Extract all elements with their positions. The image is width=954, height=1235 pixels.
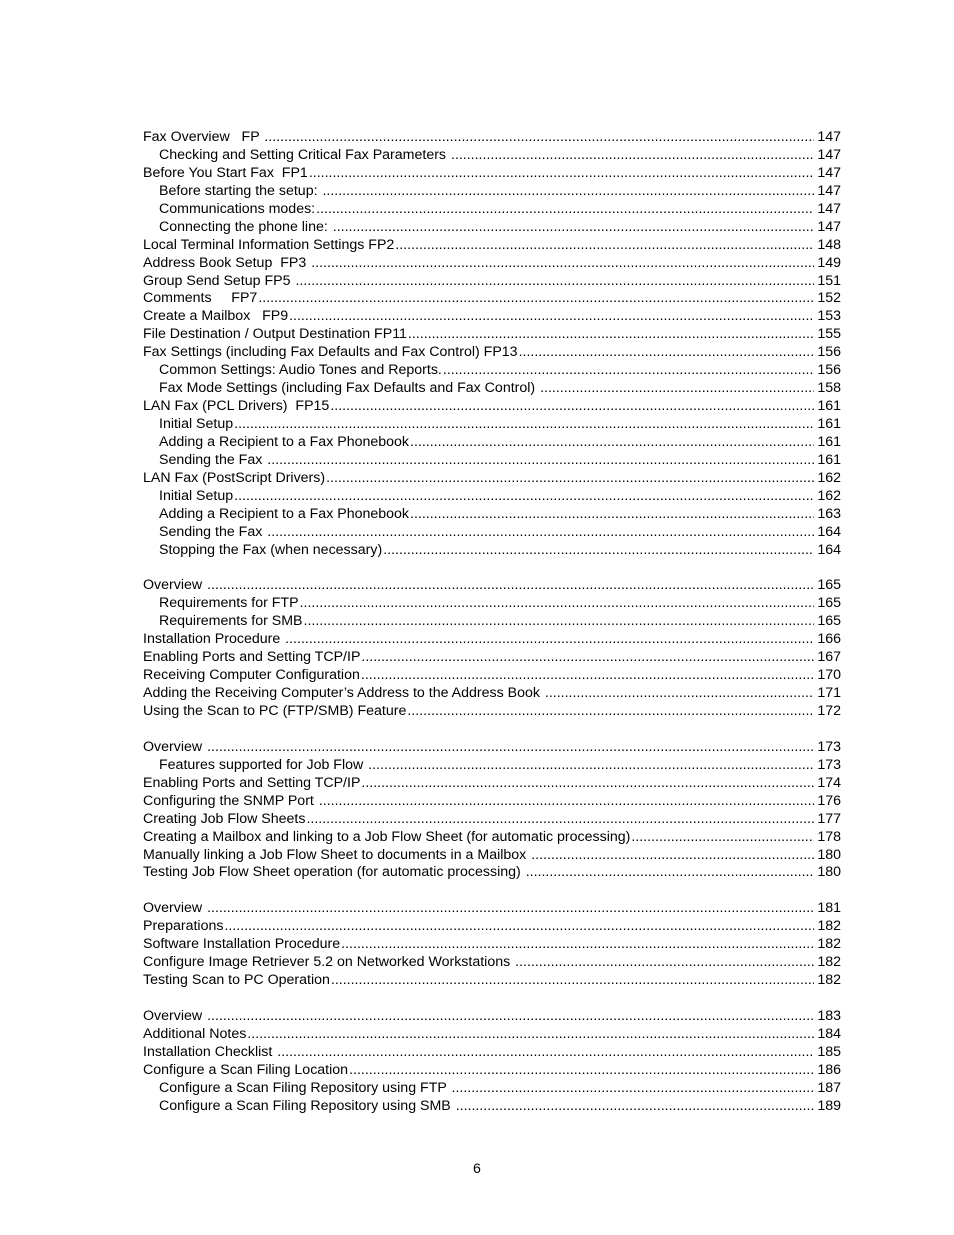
toc-entry[interactable]	[143, 613, 841, 631]
toc-dot-leader	[289, 308, 814, 326]
toc-dot-leader	[395, 237, 814, 255]
toc-entry-page: 161	[817, 398, 841, 415]
toc-dot-leader	[247, 1026, 814, 1044]
toc-entry[interactable]	[143, 434, 841, 452]
toc-entry-page: 170	[817, 667, 841, 684]
toc-entry[interactable]	[143, 398, 841, 416]
toc-dot-leader	[349, 1062, 814, 1080]
toc-entry[interactable]	[143, 1098, 841, 1116]
toc-dot-leader	[545, 685, 814, 703]
toc-entry[interactable]	[143, 524, 841, 542]
toc-entry-title: Overview	[143, 577, 207, 594]
toc-entry-title: Configure a Scan Filing Repository using SMB	[159, 1097, 455, 1114]
toc-entry-title: File Destination / Output Destination FP11	[143, 326, 407, 343]
toc-entry-title: Configure a Scan Filing Location	[143, 1061, 349, 1078]
toc-entry-page: 173	[817, 756, 841, 773]
toc-entry[interactable]	[143, 470, 841, 488]
toc-dot-leader	[341, 936, 814, 954]
toc-entry-page: 174	[817, 774, 841, 791]
toc-entry[interactable]	[143, 147, 841, 165]
toc-entry[interactable]	[143, 506, 841, 524]
toc-spacer	[143, 721, 841, 739]
toc-entry[interactable]	[143, 237, 841, 255]
toc-entry-page: 187	[817, 1079, 841, 1096]
toc-dot-leader	[368, 757, 814, 775]
toc-entry-title: Sending the Fax	[159, 523, 267, 540]
toc-entry[interactable]	[143, 1080, 841, 1098]
toc-entry-title: Installation Checklist	[143, 1043, 277, 1060]
table-of-contents	[143, 129, 841, 1116]
toc-dot-leader	[456, 1098, 814, 1116]
toc-entry[interactable]	[143, 595, 841, 613]
toc-entry[interactable]	[143, 1062, 841, 1080]
toc-entry-page: 161	[817, 433, 841, 450]
toc-entry-title: Enabling Ports and Setting TCP/IP	[143, 649, 361, 666]
toc-dot-leader	[410, 506, 814, 524]
toc-entry-title: Comments FP7	[143, 290, 258, 307]
toc-dot-leader	[224, 918, 814, 936]
toc-entry[interactable]	[143, 954, 841, 972]
toc-entry[interactable]	[143, 380, 841, 398]
toc-entry-page: 147	[817, 146, 841, 163]
toc-entry[interactable]	[143, 631, 841, 649]
toc-entry-page: 182	[817, 954, 841, 971]
toc-entry[interactable]	[143, 1026, 841, 1044]
toc-spacer	[143, 882, 841, 900]
toc-dot-leader	[383, 542, 814, 560]
toc-entry[interactable]	[143, 649, 841, 667]
toc-dot-leader	[311, 255, 814, 273]
toc-dot-leader	[526, 864, 814, 882]
toc-entry[interactable]	[143, 775, 841, 793]
toc-entry-title: Address Book Setup FP3	[143, 254, 311, 271]
toc-entry[interactable]	[143, 344, 841, 362]
toc-entry[interactable]	[143, 255, 841, 273]
toc-dot-leader	[443, 362, 814, 380]
toc-entry-title: Creating Job Flow Sheets	[143, 810, 306, 827]
toc-dot-leader	[326, 470, 814, 488]
toc-dot-leader	[304, 613, 814, 631]
toc-entry[interactable]	[143, 488, 841, 506]
toc-entry-title: Overview	[143, 738, 207, 755]
toc-dot-leader	[452, 1080, 814, 1098]
toc-entry-title: Additional Notes	[143, 1025, 247, 1042]
toc-dot-leader	[306, 811, 814, 829]
toc-dot-leader	[407, 703, 814, 721]
toc-entry-page: 165	[817, 595, 841, 612]
toc-entry[interactable]	[143, 757, 841, 775]
toc-dot-leader	[207, 1008, 814, 1026]
toc-entry[interactable]	[143, 452, 841, 470]
toc-entry[interactable]	[143, 308, 841, 326]
toc-entry[interactable]	[143, 219, 841, 237]
toc-entry[interactable]	[143, 1008, 841, 1026]
toc-entry[interactable]	[143, 793, 841, 811]
toc-dot-leader	[264, 129, 814, 147]
toc-entry-page: 167	[817, 649, 841, 666]
toc-dot-leader	[540, 380, 814, 398]
toc-entry-page: 180	[817, 864, 841, 881]
toc-entry-title: LAN Fax (PostScript Drivers)	[143, 469, 326, 486]
toc-entry-page: 161	[817, 416, 841, 432]
toc-entry-title: Preparations	[143, 918, 224, 935]
toc-entry-title: Before You Start Fax FP1	[143, 164, 308, 181]
toc-entry-page: 178	[817, 828, 841, 845]
toc-entry[interactable]	[143, 201, 841, 219]
toc-spacer	[143, 560, 841, 578]
toc-entry-page: 165	[817, 613, 841, 630]
toc-dot-leader	[408, 326, 814, 344]
toc-dot-leader	[258, 290, 814, 308]
toc-entry-page: 172	[817, 703, 841, 719]
toc-entry-title: Adding a Recipient to a Fax Phonebook	[159, 433, 410, 450]
toc-entry[interactable]	[143, 972, 841, 990]
toc-entry[interactable]	[143, 129, 841, 147]
toc-entry-page: 186	[817, 1061, 841, 1078]
toc-dot-leader	[285, 631, 814, 649]
toc-entry-page: 181	[817, 900, 841, 917]
toc-entry[interactable]	[143, 829, 841, 847]
toc-entry-page: 149	[817, 254, 841, 271]
toc-dot-leader	[309, 165, 814, 183]
toc-entry[interactable]	[143, 864, 841, 882]
toc-dot-leader	[300, 595, 814, 613]
toc-entry[interactable]	[143, 165, 841, 183]
toc-spacer	[143, 990, 841, 1008]
toc-entry-page: 162	[817, 469, 841, 486]
toc-entry-page: 184	[817, 1025, 841, 1042]
toc-entry-title: Requirements for FTP	[159, 595, 299, 612]
toc-dot-leader	[319, 793, 814, 811]
toc-entry[interactable]	[143, 290, 841, 308]
toc-entry-title: Fax Mode Settings (including Fax Defaults and Fax Control)	[159, 380, 540, 397]
toc-entry[interactable]	[143, 362, 841, 380]
toc-entry-page: 177	[817, 810, 841, 827]
toc-entry-page: 164	[817, 523, 841, 540]
toc-entry-title: Features supported for Job Flow	[159, 756, 368, 773]
toc-dot-leader	[331, 972, 814, 990]
toc-entry-page: 173	[817, 738, 841, 755]
toc-entry[interactable]	[143, 326, 841, 344]
toc-entry-title: Stopping the Fax (when necessary)	[159, 541, 383, 558]
toc-entry-page: 162	[817, 487, 841, 504]
toc-entry-page: 164	[817, 541, 841, 558]
toc-dot-leader	[519, 344, 814, 362]
toc-dot-leader	[515, 954, 814, 972]
toc-entry-title: Fax Overview FP	[143, 129, 264, 145]
toc-entry-title: Testing Scan to PC Operation	[143, 972, 330, 989]
toc-dot-leader	[316, 201, 814, 219]
toc-dot-leader	[267, 524, 814, 542]
toc-entry[interactable]	[143, 183, 841, 201]
toc-entry-page: 156	[817, 344, 841, 361]
toc-entry-title: Adding a Recipient to a Fax Phonebook	[159, 505, 410, 522]
toc-entry-page: 185	[817, 1043, 841, 1060]
toc-entry[interactable]	[143, 918, 841, 936]
toc-entry-page: 171	[817, 685, 841, 702]
toc-entry-title: Configure Image Retriever 5.2 on Networked Workstations	[143, 954, 515, 971]
toc-dot-leader	[333, 219, 814, 237]
toc-dot-leader	[451, 147, 814, 165]
toc-entry-page: 176	[817, 792, 841, 809]
toc-entry[interactable]	[143, 1044, 841, 1062]
toc-dot-leader	[330, 398, 814, 416]
toc-entry-page: 163	[817, 505, 841, 522]
toc-dot-leader	[361, 667, 814, 685]
toc-entry[interactable]	[143, 667, 841, 685]
toc-dot-leader	[361, 775, 814, 793]
toc-entry-page: 182	[817, 972, 841, 989]
toc-entry-title: Creating a Mailbox and linking to a Job Flow Sheet (for automatic processing)	[143, 828, 631, 845]
toc-entry[interactable]	[143, 847, 841, 865]
toc-entry-page: 147	[817, 200, 841, 217]
toc-entry-page: 166	[817, 631, 841, 648]
toc-entry-title: Receiving Computer Configuration	[143, 667, 360, 684]
toc-entry[interactable]	[143, 273, 841, 291]
toc-entry-title: Before starting the setup:	[159, 182, 322, 199]
toc-entry-title: Create a Mailbox FP9	[143, 308, 289, 325]
toc-dot-leader	[207, 577, 814, 595]
toc-dot-leader	[207, 739, 814, 757]
toc-entry-title: Using the Scan to PC (FTP/SMB) Feature	[143, 703, 407, 719]
toc-entry-title: Manually linking a Job Flow Sheet to documents in a Mailbox	[143, 846, 531, 863]
page-number: 6	[473, 1161, 481, 1177]
toc-entry-page: 183	[817, 1007, 841, 1024]
toc-entry[interactable]	[143, 703, 841, 721]
toc-dot-leader	[234, 488, 814, 506]
toc-entry-page: 147	[817, 129, 841, 145]
toc-entry-page: 161	[817, 451, 841, 468]
toc-entry-page: 152	[817, 290, 841, 307]
toc-entry-page: 182	[817, 936, 841, 953]
toc-entry-page: 147	[817, 182, 841, 199]
toc-entry[interactable]	[143, 577, 841, 595]
toc-entry-title: Sending the Fax	[159, 451, 267, 468]
toc-entry-title: Installation Procedure	[143, 631, 285, 648]
toc-entry[interactable]	[143, 811, 841, 829]
toc-entry-title: Testing Job Flow Sheet operation (for automatic processing)	[143, 864, 525, 881]
toc-entry-title: Configuring the SNMP Port	[143, 792, 318, 809]
toc-entry-page: 147	[817, 218, 841, 235]
toc-entry-title: Communications modes:	[159, 200, 316, 217]
toc-entry[interactable]	[143, 542, 841, 560]
toc-entry[interactable]	[143, 739, 841, 757]
toc-entry-title: Overview	[143, 900, 207, 917]
toc-entry-page: 148	[817, 236, 841, 253]
toc-entry-page: 147	[817, 164, 841, 181]
toc-entry-page: 182	[817, 918, 841, 935]
toc-entry-title: Group Send Setup FP5	[143, 272, 295, 289]
toc-entry-title: Overview	[143, 1007, 207, 1024]
toc-entry-title: Adding the Receiving Computer’s Address to the Address Book	[143, 685, 544, 702]
toc-entry-page: 153	[817, 308, 841, 325]
toc-dot-leader	[531, 847, 814, 865]
toc-entry-title: Requirements for SMB	[159, 613, 303, 630]
toc-entry-title: Common Settings: Audio Tones and Reports.	[159, 362, 442, 379]
toc-entry-title: Fax Settings (including Fax Defaults and Fax Control) FP13	[143, 344, 518, 361]
toc-entry-title: Enabling Ports and Setting TCP/IP	[143, 774, 361, 791]
toc-entry-title: Initial Setup	[159, 416, 234, 432]
toc-entry-page: 158	[817, 380, 841, 397]
toc-dot-leader	[234, 416, 814, 434]
toc-dot-leader	[267, 452, 814, 470]
toc-entry-page: 165	[817, 577, 841, 594]
toc-entry-page: 155	[817, 326, 841, 343]
toc-dot-leader	[322, 183, 814, 201]
toc-entry-title: LAN Fax (PCL Drivers) FP15	[143, 398, 330, 415]
toc-entry[interactable]	[143, 416, 841, 434]
toc-dot-leader	[295, 273, 814, 291]
toc-dot-leader	[207, 900, 814, 918]
toc-dot-leader	[410, 434, 814, 452]
toc-entry-page: 180	[817, 846, 841, 863]
toc-entry[interactable]	[143, 900, 841, 918]
toc-entry-title: Initial Setup	[159, 487, 234, 504]
toc-entry-title: Connecting the phone line:	[159, 218, 332, 235]
toc-dot-leader	[631, 829, 814, 847]
toc-dot-leader	[277, 1044, 814, 1062]
toc-entry-title: Local Terminal Information Settings FP2	[143, 236, 395, 253]
toc-entry-title: Software Installation Procedure	[143, 936, 341, 953]
toc-dot-leader	[361, 649, 814, 667]
toc-entry[interactable]	[143, 685, 841, 703]
toc-entry-page: 189	[817, 1097, 841, 1114]
toc-entry-title: Checking and Setting Critical Fax Parameters	[159, 146, 450, 163]
toc-entry-page: 156	[817, 362, 841, 379]
toc-entry-page: 151	[817, 272, 841, 289]
toc-entry[interactable]	[143, 936, 841, 954]
toc-entry-title: Configure a Scan Filing Repository using FTP	[159, 1079, 451, 1096]
